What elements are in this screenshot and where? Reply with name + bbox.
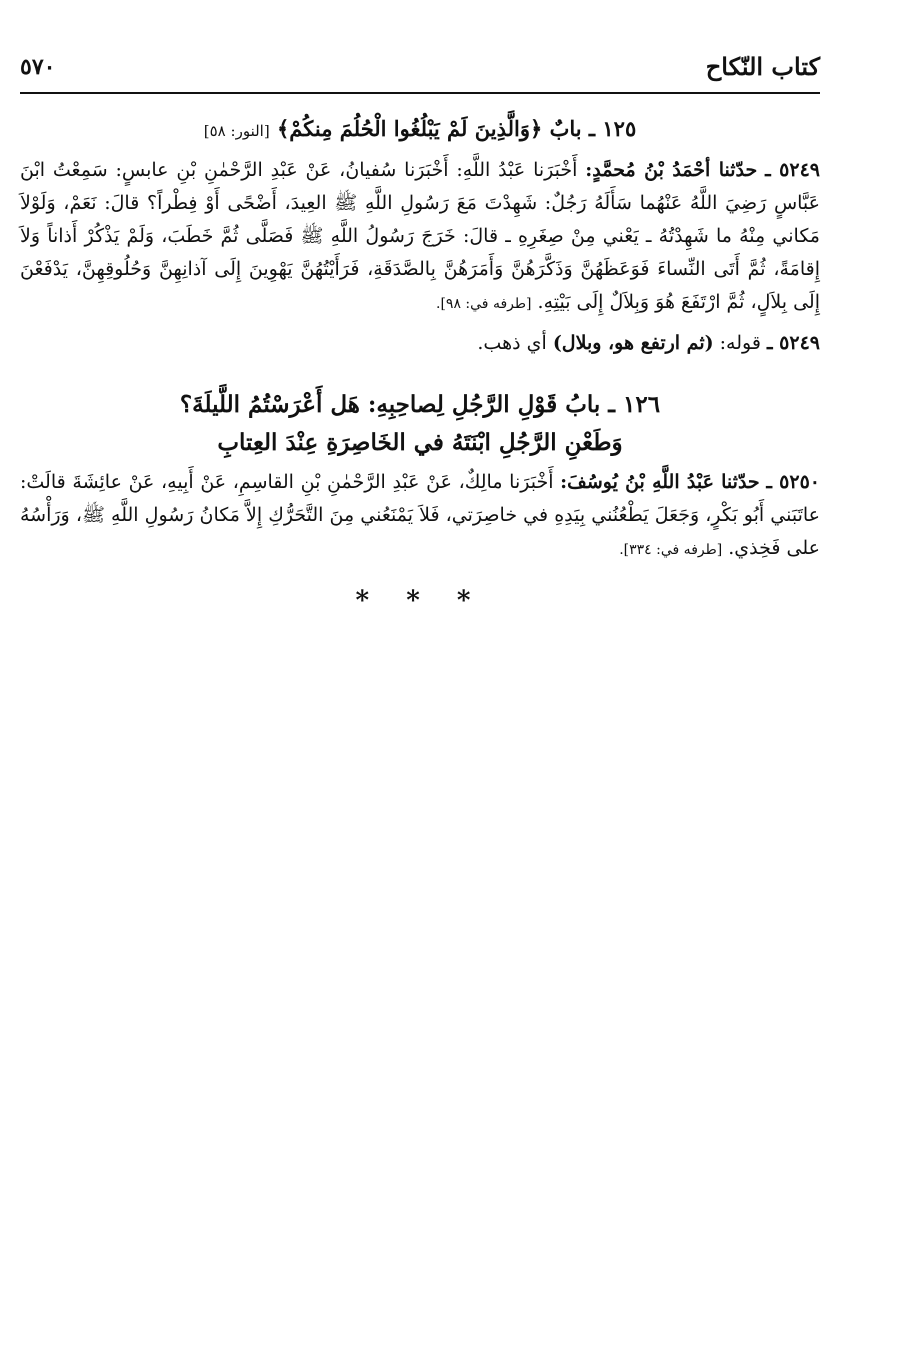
hadith-cross-reference: [طرفه في: ٣٣٤]. bbox=[619, 542, 723, 558]
chapter-heading-line-1: ١٢٦ ـ بابُ قَوْلِ الرَّجُلِ لِصاحِبِهِ: هَل أَعْرَسْتُمُ اللَّيلَةَ؟ bbox=[179, 391, 661, 418]
commentary-explanation: أي ذهب. bbox=[477, 332, 547, 354]
chapter-heading-text: ١٢٥ ـ بابٌ ﴿وَالَّذِينَ لَمْ يَبْلُغُوا الْحُلُمَ مِنكُمْ﴾ bbox=[277, 116, 637, 141]
commentary-quote: (ثم ارتفع هو، وبلال) bbox=[552, 332, 714, 354]
page-number: ٥٧٠ bbox=[20, 54, 56, 80]
book-title: كتاب النّكاح bbox=[705, 52, 820, 81]
hadith-cross-reference: [طرفه في: ٩٨]. bbox=[436, 296, 532, 312]
commentary-5249 bbox=[20, 327, 820, 360]
hadith-5249 bbox=[20, 154, 820, 321]
page bbox=[20, 0, 820, 1357]
chapter-heading-125 bbox=[20, 112, 820, 148]
section-separator: * * * bbox=[355, 586, 485, 616]
hadith-narrator: حدّثنا عَبْدُ اللَّهِ بْنُ يُوسُفَ: bbox=[560, 471, 760, 493]
hadith-text: أَخْبَرَنا عَبْدُ اللَّهِ: أَخْبَرَنا سُفيانُ، عَنْ عَبْدِ الرَّحْمٰنِ بْنِ عابسٍ: سَمِعْتُ ابْنَ عَبَّاسٍ رَضِيَ اللَّهُ عَنْهُما سَأَلَهُ رَجُلٌ: شَهِدْتَ مَعَ رَسُولِ اللَّهِ ﷺ العِيدَ، أَضْحًى أَوْ فِطْراً؟ قالَ: نَعَمْ، وَلَوْلاَ مَكاني مِنْهُ ما شَهِدْتُهُ ـ يَعْني مِنْ صِغَرِهِ ـ قالَ: خَرَجَ رَسُولُ اللَّهِ ﷺ فَصَلَّى ثُمَّ خَطَبَ، وَلَمْ يَذْكُرْ أَذاناً وَلاَ إِقامَةً، ثُمَّ أَتَى النِّساءَ فَوَعَظَهُنَّ وَذَكَّرَهُنَّ وَأَمَرَهُنَّ بِالصَّدَقَةِ، فَرَأَيْتُهُنَّ يَهْوِينَ إِلَى آذانِهِنَّ وَحُلُوقِهِنَّ، يَدْفَعْنَ إِلَى بِلاَلٍ، ثُمَّ ارْتَفَعَ هُوَ وَبِلاَلٌ إِلَى بَيْتِهِ. bbox=[20, 159, 820, 313]
hadith-number: ٥٢٥٠ ـ bbox=[766, 471, 820, 493]
chapter-heading-line-2: وَطَعْنِ الرَّجُلِ ابْنَتَهُ في الخَاصِرَةِ عِنْدَ العِتابِ bbox=[217, 429, 623, 456]
quran-reference: [النور: ٥٨] bbox=[203, 122, 270, 140]
page-content bbox=[20, 112, 820, 618]
hadith-5250 bbox=[20, 466, 820, 567]
commentary-number: ٥٢٤٩ ـ bbox=[766, 332, 820, 354]
hadith-number: ٥٢٤٩ ـ bbox=[765, 159, 820, 181]
commentary-label: قوله: bbox=[719, 332, 761, 354]
header-rule bbox=[20, 92, 820, 94]
hadith-narrator: حدّثنا أحْمَدُ بْنُ مُحمَّدٍ: bbox=[585, 159, 758, 181]
chapter-heading-126 bbox=[20, 386, 820, 462]
running-header bbox=[20, 52, 820, 90]
hadith-text: أَخْبَرَنا مالِكٌ، عَنْ عَبْدِ الرَّحْمٰنِ بْنِ القاسِمِ، عَنْ أَبِيهِ، عَنْ عائِشَةَ قالَتْ: عاتَبَني أَبُو بَكْرٍ، وَجَعَلَ يَطْعُنُني بِيَدِهِ في خاصِرَتي، فَلاَ يَمْنَعُني مِنَ التَّحَرُّكِ إِلاَّ مَكانُ رَسُولِ اللَّهِ ﷺ، وَرَأْسُهُ على فَخِذي. bbox=[20, 471, 820, 559]
